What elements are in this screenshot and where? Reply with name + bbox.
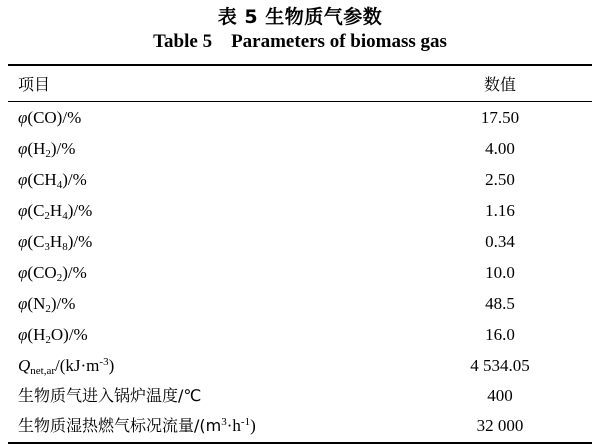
table-row-inlet-temperature xyxy=(8,381,592,411)
table-header-rule xyxy=(8,101,592,102)
table-caption-english: Table 5 Parameters of biomass gas xyxy=(153,31,447,52)
table-row-n2 xyxy=(8,289,592,319)
header-value: 数值 xyxy=(483,75,516,94)
table-row-heating-value xyxy=(8,351,592,381)
row-label: $\varphi(C_2H_4)/\%$ xyxy=(18,201,93,222)
row-value: 17.50 xyxy=(480,108,520,127)
row-value: 400 xyxy=(487,386,513,405)
row-value: 1.16 xyxy=(485,201,515,220)
row-value: 4.00 xyxy=(485,139,515,158)
row-label: $\varphi(H_2)/\%$ xyxy=(18,139,76,160)
row-value: 10.0 xyxy=(485,263,515,282)
table-top-rule xyxy=(8,64,592,66)
table-row-h2o xyxy=(8,320,592,350)
row-value: 0.34 xyxy=(485,232,515,251)
row-label: φ(CO)/% xyxy=(18,108,82,127)
row-value: 4 534.05 xyxy=(470,356,530,375)
table-row-c2h4 xyxy=(8,196,592,226)
table-row-h2 xyxy=(8,134,592,164)
row-label: $\varphi(H_2O)/\%$ xyxy=(18,325,88,346)
table-caption-chinese: 表 5 生物质气参数 xyxy=(217,6,383,28)
header-item: 项目 xyxy=(18,75,51,94)
table-row-co2 xyxy=(8,258,592,288)
row-label: 生物质湿热燃气标况流量$/(m^3\cdot h^{-1})$ xyxy=(18,416,256,435)
row-label: 生物质气进入锅炉温度/℃ xyxy=(18,386,202,405)
row-value: 16.0 xyxy=(485,325,515,344)
table-row-c3h8 xyxy=(8,227,592,257)
row-label: $\varphi(CH_4)/\%$ xyxy=(18,170,87,191)
table-row-ch4 xyxy=(8,165,592,195)
table-header-row xyxy=(8,70,592,100)
row-value: 48.5 xyxy=(485,294,515,313)
row-value: 2.50 xyxy=(485,170,515,189)
table-row-co xyxy=(8,103,592,133)
table-row-flow-rate xyxy=(8,411,592,441)
table-bottom-rule xyxy=(8,442,592,444)
row-label: $Q_{net,ar}/(kJ\cdot m^{-3})$ xyxy=(18,356,115,377)
row-label: $\varphi(CO_2)/\%$ xyxy=(18,263,87,284)
row-label: $\varphi(N_2)/\%$ xyxy=(18,294,76,315)
row-value: 32 000 xyxy=(476,416,524,435)
row-label: $\varphi(C_3H_8)/\%$ xyxy=(18,232,93,253)
